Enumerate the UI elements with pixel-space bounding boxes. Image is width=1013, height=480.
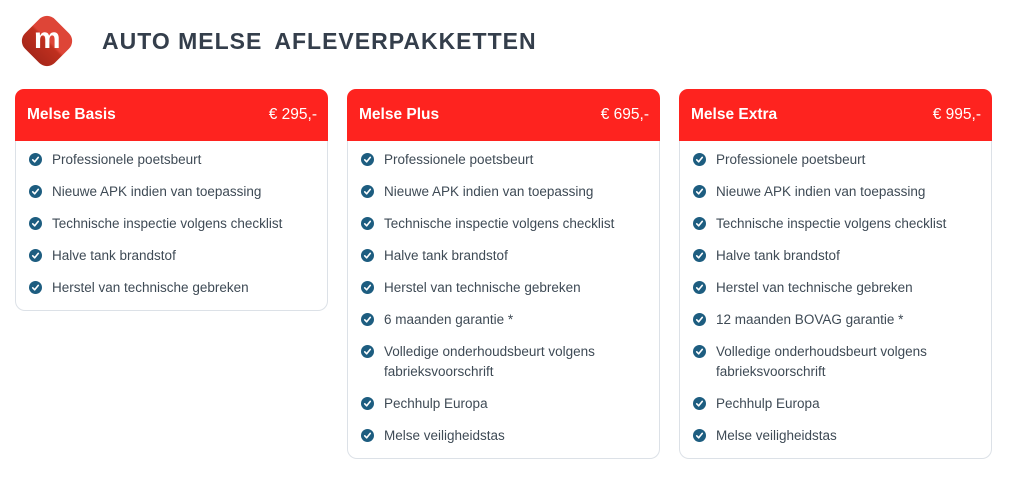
- package-card-header: [679, 89, 992, 141]
- package-feature-list: [347, 141, 660, 459]
- feature-label: Herstel van technische gebreken: [52, 280, 249, 295]
- feature-item: [361, 420, 647, 452]
- check-circle-icon: [693, 313, 706, 326]
- package-feature-list: [15, 141, 328, 311]
- feature-item: [693, 176, 979, 208]
- page-header: [0, 0, 1013, 73]
- package-card: [15, 89, 328, 311]
- feature-item: [29, 272, 315, 304]
- package-price: € 295,-: [268, 106, 317, 123]
- feature-item: [693, 208, 979, 240]
- feature-item: [693, 336, 979, 388]
- check-circle-icon: [29, 249, 42, 262]
- feature-label: Volledige onderhoudsbeurt volgens fabrieksvoorschrift: [716, 344, 927, 379]
- page-title-section: AFLEVERPAKKETTEN: [274, 27, 537, 54]
- feature-item: [361, 240, 647, 272]
- feature-label: 12 maanden BOVAG garantie *: [716, 312, 904, 327]
- feature-label: Professionele poetsbeurt: [52, 152, 202, 167]
- check-circle-icon: [29, 217, 42, 230]
- feature-item: [361, 176, 647, 208]
- feature-item: [29, 240, 315, 272]
- feature-label: Nieuwe APK indien van toepassing: [384, 184, 594, 199]
- page-title-brand: AUTO MELSE: [102, 27, 263, 54]
- package-cards: [15, 89, 992, 459]
- feature-item: [693, 240, 979, 272]
- feature-item: [693, 304, 979, 336]
- package-price: € 695,-: [600, 106, 649, 123]
- feature-label: Technische inspectie volgens checklist: [384, 216, 615, 231]
- check-circle-icon: [361, 185, 374, 198]
- package-price: € 995,-: [932, 106, 981, 123]
- feature-item: [29, 176, 315, 208]
- feature-label: Volledige onderhoudsbeurt volgens fabrieksvoorschrift: [384, 344, 595, 379]
- feature-item: [693, 144, 979, 176]
- feature-item: [29, 208, 315, 240]
- check-circle-icon: [361, 345, 374, 358]
- feature-label: 6 maanden garantie *: [384, 312, 514, 327]
- feature-item: [361, 304, 647, 336]
- package-name: Melse Extra: [691, 106, 778, 123]
- feature-item: [361, 336, 647, 388]
- feature-label: Nieuwe APK indien van toepassing: [52, 184, 262, 199]
- check-circle-icon: [29, 153, 42, 166]
- logo-letter-m: m: [33, 22, 61, 55]
- feature-label: Melse veiligheidstas: [384, 428, 505, 443]
- logo-diamond-icon: [17, 11, 76, 70]
- check-circle-icon: [361, 249, 374, 262]
- package-card-header: [15, 89, 328, 141]
- package-name: Melse Basis: [27, 106, 116, 123]
- check-circle-icon: [361, 313, 374, 326]
- check-circle-icon: [693, 185, 706, 198]
- check-circle-icon: [693, 397, 706, 410]
- feature-label: Professionele poetsbeurt: [384, 152, 534, 167]
- check-circle-icon: [361, 281, 374, 294]
- check-circle-icon: [693, 429, 706, 442]
- feature-item: [693, 388, 979, 420]
- feature-label: Pechhulp Europa: [384, 396, 488, 411]
- feature-item: [693, 420, 979, 452]
- check-circle-icon: [361, 217, 374, 230]
- feature-label: Nieuwe APK indien van toepassing: [716, 184, 926, 199]
- check-circle-icon: [361, 429, 374, 442]
- feature-label: Halve tank brandstof: [52, 248, 176, 263]
- check-circle-icon: [361, 397, 374, 410]
- check-circle-icon: [693, 281, 706, 294]
- check-circle-icon: [693, 217, 706, 230]
- feature-label: Halve tank brandstof: [384, 248, 508, 263]
- feature-item: [361, 272, 647, 304]
- check-circle-icon: [29, 185, 42, 198]
- feature-label: Technische inspectie volgens checklist: [716, 216, 947, 231]
- check-circle-icon: [693, 345, 706, 358]
- check-circle-icon: [693, 153, 706, 166]
- feature-item: [361, 388, 647, 420]
- feature-label: Professionele poetsbeurt: [716, 152, 866, 167]
- feature-item: [361, 208, 647, 240]
- check-circle-icon: [693, 249, 706, 262]
- feature-label: Halve tank brandstof: [716, 248, 840, 263]
- feature-label: Herstel van technische gebreken: [716, 280, 913, 295]
- feature-label: Technische inspectie volgens checklist: [52, 216, 283, 231]
- feature-label: Pechhulp Europa: [716, 396, 820, 411]
- feature-label: Melse veiligheidstas: [716, 428, 837, 443]
- package-feature-list: [679, 141, 992, 459]
- feature-item: [693, 272, 979, 304]
- feature-label: Herstel van technische gebreken: [384, 280, 581, 295]
- check-circle-icon: [361, 153, 374, 166]
- package-card: [347, 89, 660, 459]
- package-card-header: [347, 89, 660, 141]
- auto-melse-logo: [16, 10, 78, 72]
- feature-item: [361, 144, 647, 176]
- package-name: Melse Plus: [359, 106, 440, 123]
- page-title: [102, 28, 537, 55]
- check-circle-icon: [29, 281, 42, 294]
- feature-item: [29, 144, 315, 176]
- package-card: [679, 89, 992, 459]
